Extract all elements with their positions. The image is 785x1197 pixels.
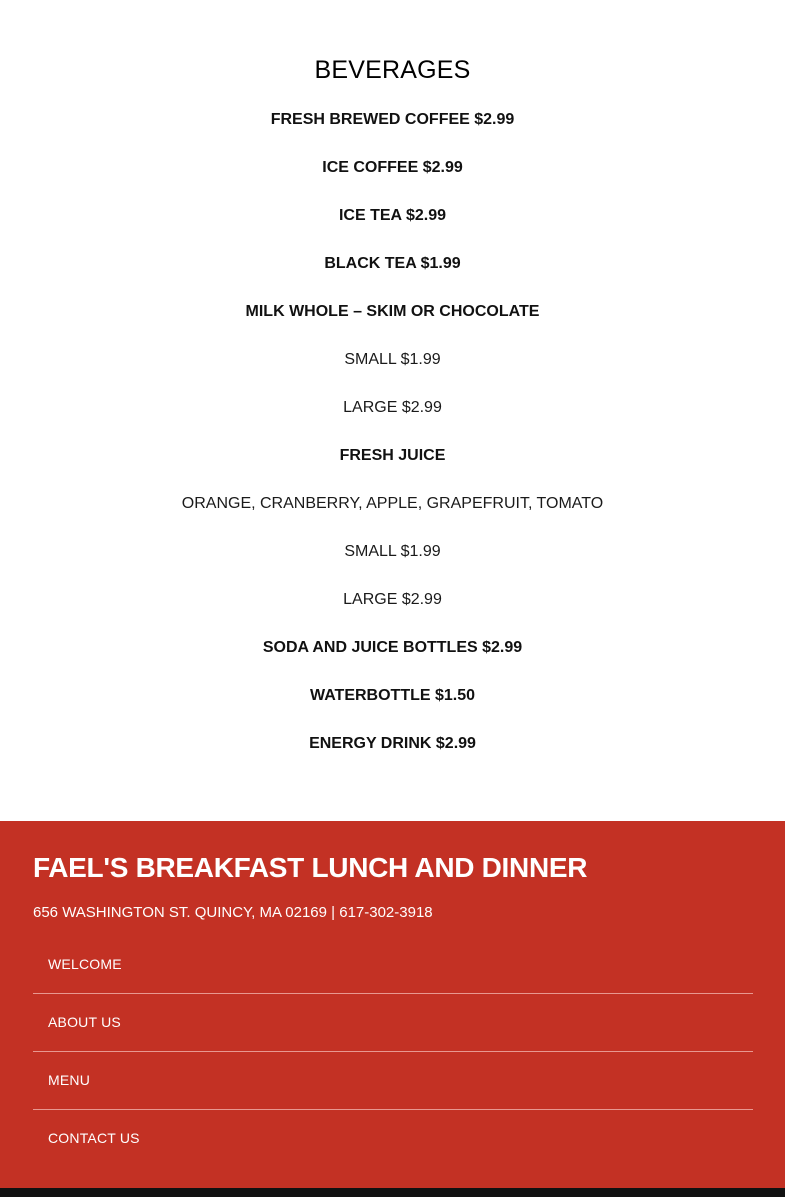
menu-item: BLACK TEA $1.99 <box>324 255 461 272</box>
bottom-bar <box>0 1188 785 1197</box>
footer-nav-about-us[interactable] <box>33 995 753 1052</box>
menu-item: WATERBOTTLE $1.50 <box>309 687 476 704</box>
footer-nav-welcome[interactable] <box>33 937 753 994</box>
menu-item: LARGE $2.99 <box>343 591 442 608</box>
footer-site-title[interactable]: FAEL'S BREAKFAST LUNCH AND DINNER <box>33 852 588 883</box>
menu-item: ICE COFFEE $2.99 <box>322 159 463 176</box>
nav-label[interactable]: MENU <box>48 1072 91 1088</box>
nav-label[interactable]: ABOUT US <box>48 1014 121 1030</box>
footer-nav-menu[interactable] <box>33 1053 753 1110</box>
menu-item: FRESH JUICE <box>339 447 446 464</box>
menu-item: MILK WHOLE – SKIM OR CHOCOLATE <box>245 303 540 320</box>
section-title: BEVERAGES <box>314 56 471 84</box>
footer-address: 656 WASHINGTON ST. QUINCY, MA 02169 | 617-302-3918 <box>33 904 433 921</box>
menu-item: SODA AND JUICE BOTTLES $2.99 <box>262 639 523 656</box>
menu-item: SMALL $1.99 <box>344 351 441 368</box>
menu-item: ENERGY DRINK $2.99 <box>309 735 476 752</box>
menu-item: FRESH BREWED COFFEE $2.99 <box>270 111 515 128</box>
menu-item: LARGE $2.99 <box>343 399 442 416</box>
menu-item: ORANGE, CRANBERRY, APPLE, GRAPEFRUIT, TOMATO <box>181 495 604 512</box>
nav-label[interactable]: WELCOME <box>48 956 122 972</box>
nav-label[interactable]: CONTACT US <box>48 1130 140 1146</box>
menu-item: SMALL $1.99 <box>344 543 441 560</box>
footer-nav-contact-us[interactable] <box>33 1111 753 1168</box>
menu-item: ICE TEA $2.99 <box>338 207 446 224</box>
